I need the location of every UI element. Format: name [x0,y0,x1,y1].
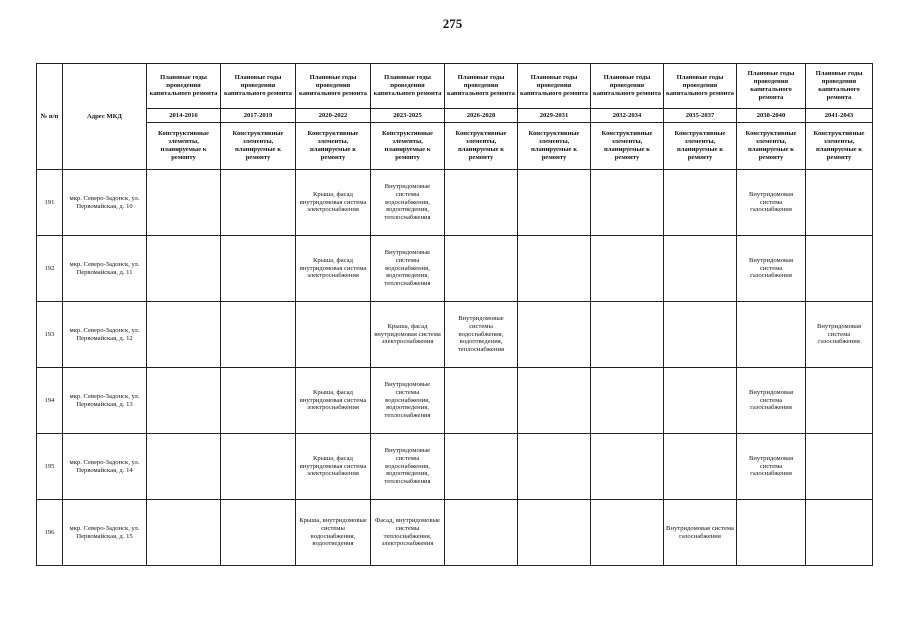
repair-cell [147,500,221,566]
years-header: 2035-2037 [664,109,737,123]
years-header: 2020-2022 [296,109,371,123]
repair-cell: Внутридомовые системы водоснабжения, водоотведения, теплоснабжения [371,170,445,236]
subhead: Конструктивные элементы, планируемые к ремонту [445,123,518,170]
repair-cell [737,500,806,566]
repair-cell [518,170,591,236]
years-header: 2032-2034 [591,109,664,123]
repair-cell: Крыша, фасад внутридомовая система электроснабжения [296,236,371,302]
repair-cell: Фасад, внутридомовые системы теплоснабжения, электроснабжения [371,500,445,566]
repair-cell: Крыша, фасад внутридомовая система электроснабжения [296,434,371,500]
repair-cell [518,236,591,302]
row-number: 191 [37,170,63,236]
table-row [37,434,873,500]
repair-cell [518,434,591,500]
period-header: Плановые годы проведения капитального ремонта [806,64,873,109]
header-row-subheads [37,123,873,170]
repair-cell [664,302,737,368]
table-row [37,368,873,434]
repair-cell [147,236,221,302]
repair-cell [221,434,296,500]
repair-cell [737,302,806,368]
subhead: Конструктивные элементы, планируемые к ремонту [806,123,873,170]
years-header: 2017-2019 [221,109,296,123]
period-header: Плановые годы проведения капитального ремонта [371,64,445,109]
repair-cell [664,434,737,500]
page-number: 275 [442,16,463,31]
period-header: Плановые годы проведения капитального ремонта [518,64,591,109]
repair-cell: Внутридомовая система газоснабжения [806,302,873,368]
repair-cell [664,236,737,302]
repair-cell [147,170,221,236]
repair-cell: Крыша, фасад внутридомовая система электроснабжения [296,368,371,434]
repair-cell [221,500,296,566]
period-header: Плановые годы проведения капитального ремонта [147,64,221,109]
repair-cell [591,368,664,434]
row-address: мкр. Северо-Задонск, ул. Первомайская, д. 10 [63,170,147,236]
repair-cell: Крыша, внутридомовые системы водоснабжения, водоотведения [296,500,371,566]
repair-cell [221,368,296,434]
period-header: Плановые годы проведения капитального ремонта [296,64,371,109]
period-header: Плановые годы проведения капитального ремонта [737,64,806,109]
row-number: 195 [37,434,63,500]
subhead: Конструктивные элементы, планируемые к ремонту [147,123,221,170]
repair-cell [591,500,664,566]
repair-cell [591,434,664,500]
repair-cell [296,302,371,368]
years-header: 2038-2040 [737,109,806,123]
header-row-periods [37,64,873,109]
repair-cell [518,302,591,368]
subhead: Конструктивные элементы, планируемые к ремонту [737,123,806,170]
repair-cell [445,236,518,302]
repair-cell [445,434,518,500]
num-header: № п/п [37,64,63,170]
repair-cell [221,236,296,302]
subhead: Конструктивные элементы, планируемые к ремонту [591,123,664,170]
repair-cell [806,368,873,434]
repair-cell [221,170,296,236]
address-header: Адрес МКД [63,64,147,170]
years-header: 2041-2043 [806,109,873,123]
row-number: 192 [37,236,63,302]
repair-cell [147,434,221,500]
repair-cell: Внутридомовая система газоснабжения [737,236,806,302]
years-header: 2014-2016 [147,109,221,123]
table-row [37,500,873,566]
table-row [37,302,873,368]
repair-cell [664,368,737,434]
subhead: Конструктивные элементы, планируемые к ремонту [518,123,591,170]
repair-cell [806,236,873,302]
repair-cell [806,434,873,500]
repair-cell [591,302,664,368]
repair-cell: Внутридомовая система газоснабжения [737,434,806,500]
repair-cell: Крыша, фасад внутридомовая система электроснабжения [371,302,445,368]
row-address: мкр. Северо-Задонск, ул. Первомайская, д. 13 [63,368,147,434]
repair-cell [518,368,591,434]
repair-cell: Внутридомовые системы водоснабжения, водоотведения, теплоснабжения [371,434,445,500]
subhead: Конструктивные элементы, планируемые к ремонту [371,123,445,170]
table-row [37,170,873,236]
repair-cell [664,170,737,236]
subhead: Конструктивные элементы, планируемые к ремонту [221,123,296,170]
period-header: Плановые годы проведения капитального ремонта [445,64,518,109]
years-header: 2023-2025 [371,109,445,123]
repair-cell: Внутридомовая система газоснабжения [737,170,806,236]
years-header: 2026-2028 [445,109,518,123]
subhead: Конструктивные элементы, планируемые к ремонту [296,123,371,170]
repair-cell: Внутридомовая система газоснабжения [737,368,806,434]
period-header: Плановые годы проведения капитального ремонта [664,64,737,109]
repair-cell: Внутридомовые системы водоснабжения, водоотведения, теплоснабжения [371,368,445,434]
years-header: 2029-2031 [518,109,591,123]
repair-cell: Внутридомовая система газоснабжения [664,500,737,566]
repair-cell [806,170,873,236]
row-number: 193 [37,302,63,368]
row-number: 194 [37,368,63,434]
repair-cell [445,500,518,566]
repair-cell [147,368,221,434]
repair-cell: Внутридомовые системы водоснабжения, водоотведения, теплоснабжения [445,302,518,368]
repair-cell [221,302,296,368]
capital-repair-table [36,63,873,566]
row-number: 196 [37,500,63,566]
period-header: Плановые годы проведения капитального ремонта [591,64,664,109]
row-address: мкр. Северо-Задонск, ул. Первомайская, д. 14 [63,434,147,500]
table-row [37,236,873,302]
repair-cell: Крыша, фасад внутридомовая система электроснабжения [296,170,371,236]
repair-cell [445,170,518,236]
repair-cell [445,368,518,434]
repair-cell [147,302,221,368]
repair-cell [591,236,664,302]
subhead: Конструктивные элементы, планируемые к ремонту [664,123,737,170]
repair-cell [591,170,664,236]
row-address: мкр. Северо-Задонск, ул. Первомайская, д. 15 [63,500,147,566]
row-address: мкр. Северо-Задонск, ул. Первомайская, д. 12 [63,302,147,368]
repair-cell [806,500,873,566]
header-row-years [37,109,873,123]
period-header: Плановые годы проведения капитального ремонта [221,64,296,109]
row-address: мкр. Северо-Задонск, ул. Первомайская, д. 11 [63,236,147,302]
repair-cell: Внутридомовые системы водоснабжения, водоотведения, теплоснабжения [371,236,445,302]
repair-cell [518,500,591,566]
